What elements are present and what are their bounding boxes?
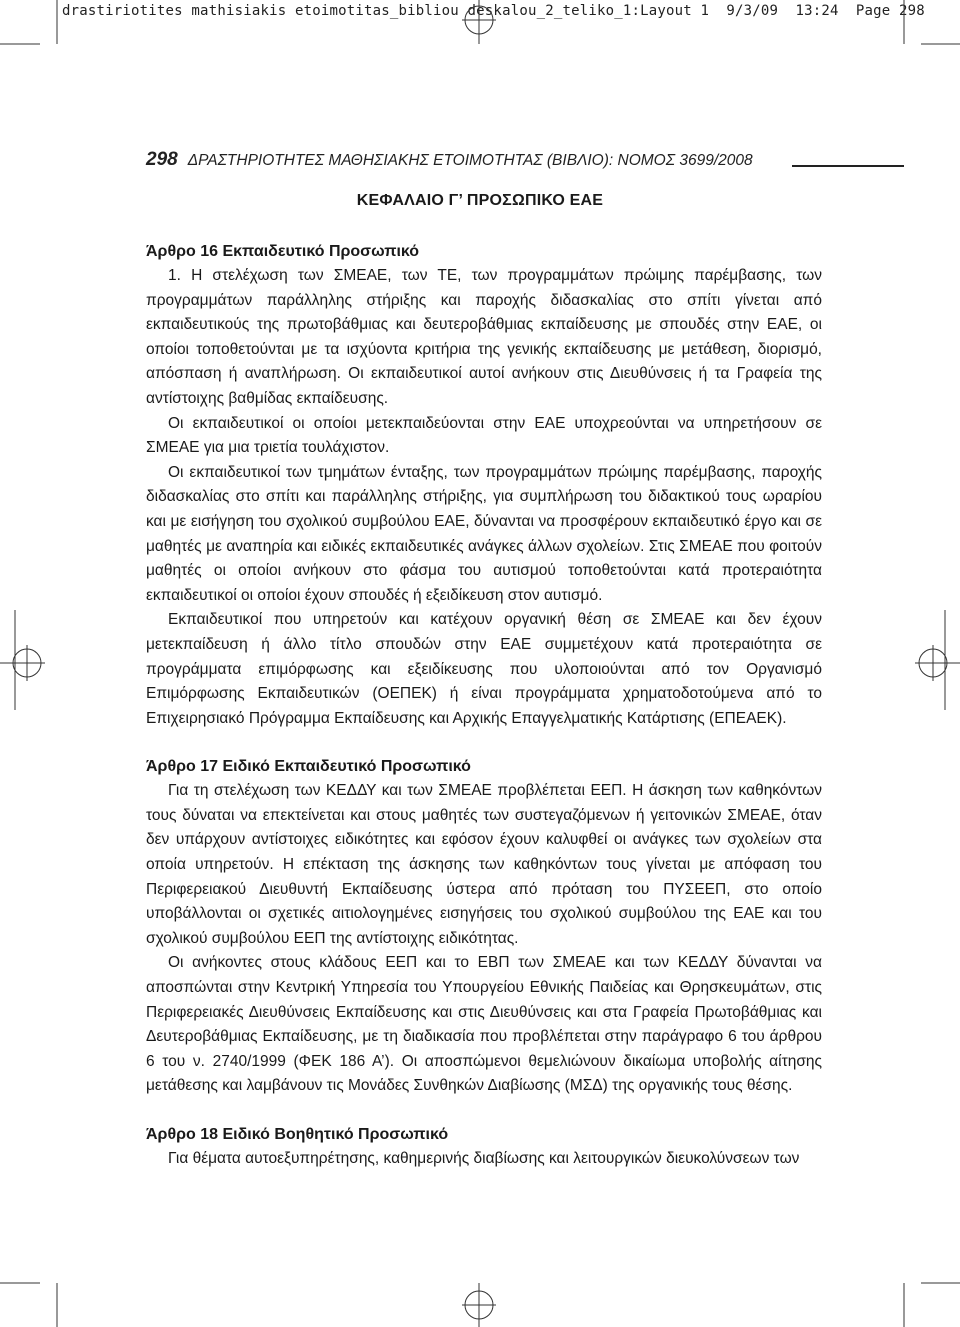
article-18-paragraph: Για θέματα αυτοεξυπηρέτησης, καθημερινής διαβίωσης και λειτουργικών διευκολύνσεων των <box>168 1150 800 1167</box>
header-rule <box>792 165 904 167</box>
article-16-paragraph: Οι εκπαιδευτικοί των τμημάτων ένταξης, των προγραμμάτων πρώιμης παρέμβασης, παροχής διδασκαλίας στο σπίτι και παράλληλης στήριξης, για συμπλήρωση του διδακτικού τους ωραρίου και με εισήγηση του σχολικού συμβούλου ΕΑΕ, δύνανται να προσφέρουν εκπαιδευτικό έργο και σε μαθητές με αναπηρία και ειδικές εκπαιδευτικές ανάγκες άλλων σχολείων. Στις ΣΜΕΑΕ που φοιτούν μαθητές οι οποίοι ανήκουν στο φάσμα του αυτισμού τοποθετούνται κατά προτεραιότητα εκπαιδευτικοί οι οποίοι έχουν σπουδές ή εξειδίκευση στον αυτισμό. <box>146 463 822 604</box>
running-header-title: ΔΡΑΣΤΗΡΙΟΤΗΤΕΣ ΜΑΘΗΣΙΑΚΗΣ ΕΤΟΙΜΟΤΗΤΑΣ (ΒΙΒΛΙΟ): ΝΟΜΟΣ 3699/2008 <box>187 152 753 169</box>
running-header <box>146 149 753 171</box>
page-body <box>146 240 822 1172</box>
chapter-title: ΚΕΦΑΛΑΙΟ Γ’ ΠΡΟΣΩΠΙΚΟ ΕΑΕ <box>356 192 604 209</box>
article-16-paragraph: 1. Η στελέχωση των ΣΜΕΑΕ, των ΤΕ, των προγραμμάτων πρώιμης παρέμβασης, των προγραμμάτων παράλληλης στήριξης και παροχής διδασκαλίας στο σπίτι γίνεται από εκπαιδευτικούς της πρωτοβάθμιας και δευτεροβάθμιας εκπαίδευσης με σπουδές στην ΕΑΕ, οι οποίοι τοποθετούνται με τα ισχύοντα κριτήρια της γενικής εκπαίδευσης με μετάθεση, διορισμό, απόσπαση ή αναπλήρωση. Οι εκπαιδευτικοί αυτοί ανήκουν στις Διευθύνσεις ή τα Γραφεία της αντίστοιχης βαθμίδας εκπαίδευσης. <box>146 267 822 407</box>
article-16-paragraph: Εκπαιδευτικοί που υπηρετούν και κατέχουν οργανική θέση σε ΣΜΕΑΕ και δεν έχουν μετεκπαίδευση ή άλλο τίτλο σπουδών στην ΕΑΕ συμμετέχουν κατά προτεραιότητα σε προγράμματα επιμόρφωσης και εξειδίκευσης που υλοποιούνται από τον Οργανισμό Επιμόρφωσης Εκπαιδευτικών (ΟΕΠΕΚ) ή είναι προγράμματα χρηματοδοτούμενα από το Επιχειρησιακό Πρόγραμμα Εκπαίδευσης και Αρχικής Επαγγελματικής Κατάρτισης (ΕΠΕΑΕΚ). <box>146 611 822 727</box>
article-17-title: Άρθρο 17 Ειδικό Εκπαιδευτικό Προσωπικό <box>146 758 471 776</box>
article-18-title: Άρθρο 18 Ειδικό Βοηθητικό Προσωπικό <box>146 1126 449 1143</box>
article-16-title: Άρθρο 16 Εκπαιδευτικό Προσωπικό <box>146 243 420 260</box>
print-slug: drastiriotites mathisiakis etoimotitas_bibliou deskalou_2_teliko_1:Layout 1 9/3/09 13:24 Page 298 <box>62 3 925 19</box>
page-number: 298 <box>146 149 178 170</box>
article-17-paragraph: Οι ανήκοντες στους κλάδους ΕΕΠ και το ΕΒΠ των ΣΜΕΑΕ και των ΚΕΔΔΥ δύνανται να αποσπώνται στην Κεντρική Υπηρεσία του Υπουργείου Εθνικής Παιδείας και Θρησκευμάτων, στις Περιφερειακές Διευθύνσεις Εκπαίδευσης και στις Διευθύνσεις και στα Γραφεία Πρωτοβάθμιας και Δευτεροβάθμιας Εκπαίδευσης, με τη διαδικασία που προβλέπεται στην παράγραφο 6 του άρθρου 6 του ν. 2740/1999 (ΦΕΚ 186 Α’). Οι αποσπώμενοι θεμελιώνουν δικαίωμα υποβολής αίτησης μετάθεσης και λαμβάνουν τις Μονάδες Συνθηκών Διαβίωσης (ΜΣΔ) της οργανικής τους θέσης. <box>146 954 822 1095</box>
article-17-paragraph: Για τη στελέχωση των ΚΕΔΔΥ και των ΣΜΕΑΕ προβλέπεται ΕΕΠ. Η άσκηση των καθηκόντων τους δύναται να επεκτείνεται και στους μαθητές των συστεγαζόμενων ή γειτονικών ΣΜΕΑΕ, όταν δεν υπάρχουν αντίστοιχες ειδικότητες και εφόσον έχουν καλυφθεί οι ανάγκες των σχολείων στα οποία υπηρετούν. Η επέκταση της άσκησης των καθηκόντων τους γίνεται με απόφαση του Περιφερειακού Διευθυντή Εκπαίδευσης ύστερα από πρόταση του ΠΥΣΕΕΠ, στο οποίο υποβάλλονται οι σχετικές αιτιολογημένες εισηγήσεις του σχολικού συμβούλου της ΕΑΕ και του σχολικού συμβούλου ΕΕΠ της αντίστοιχης ειδικότητας. <box>146 782 822 947</box>
article-16-paragraph: Οι εκπαιδευτικοί οι οποίοι μετεκπαιδεύονται στην ΕΑΕ υποχρεούνται να υπηρετήσουν σε ΣΜΕΑΕ για μια τριετία τουλάχιστον. <box>146 414 822 457</box>
